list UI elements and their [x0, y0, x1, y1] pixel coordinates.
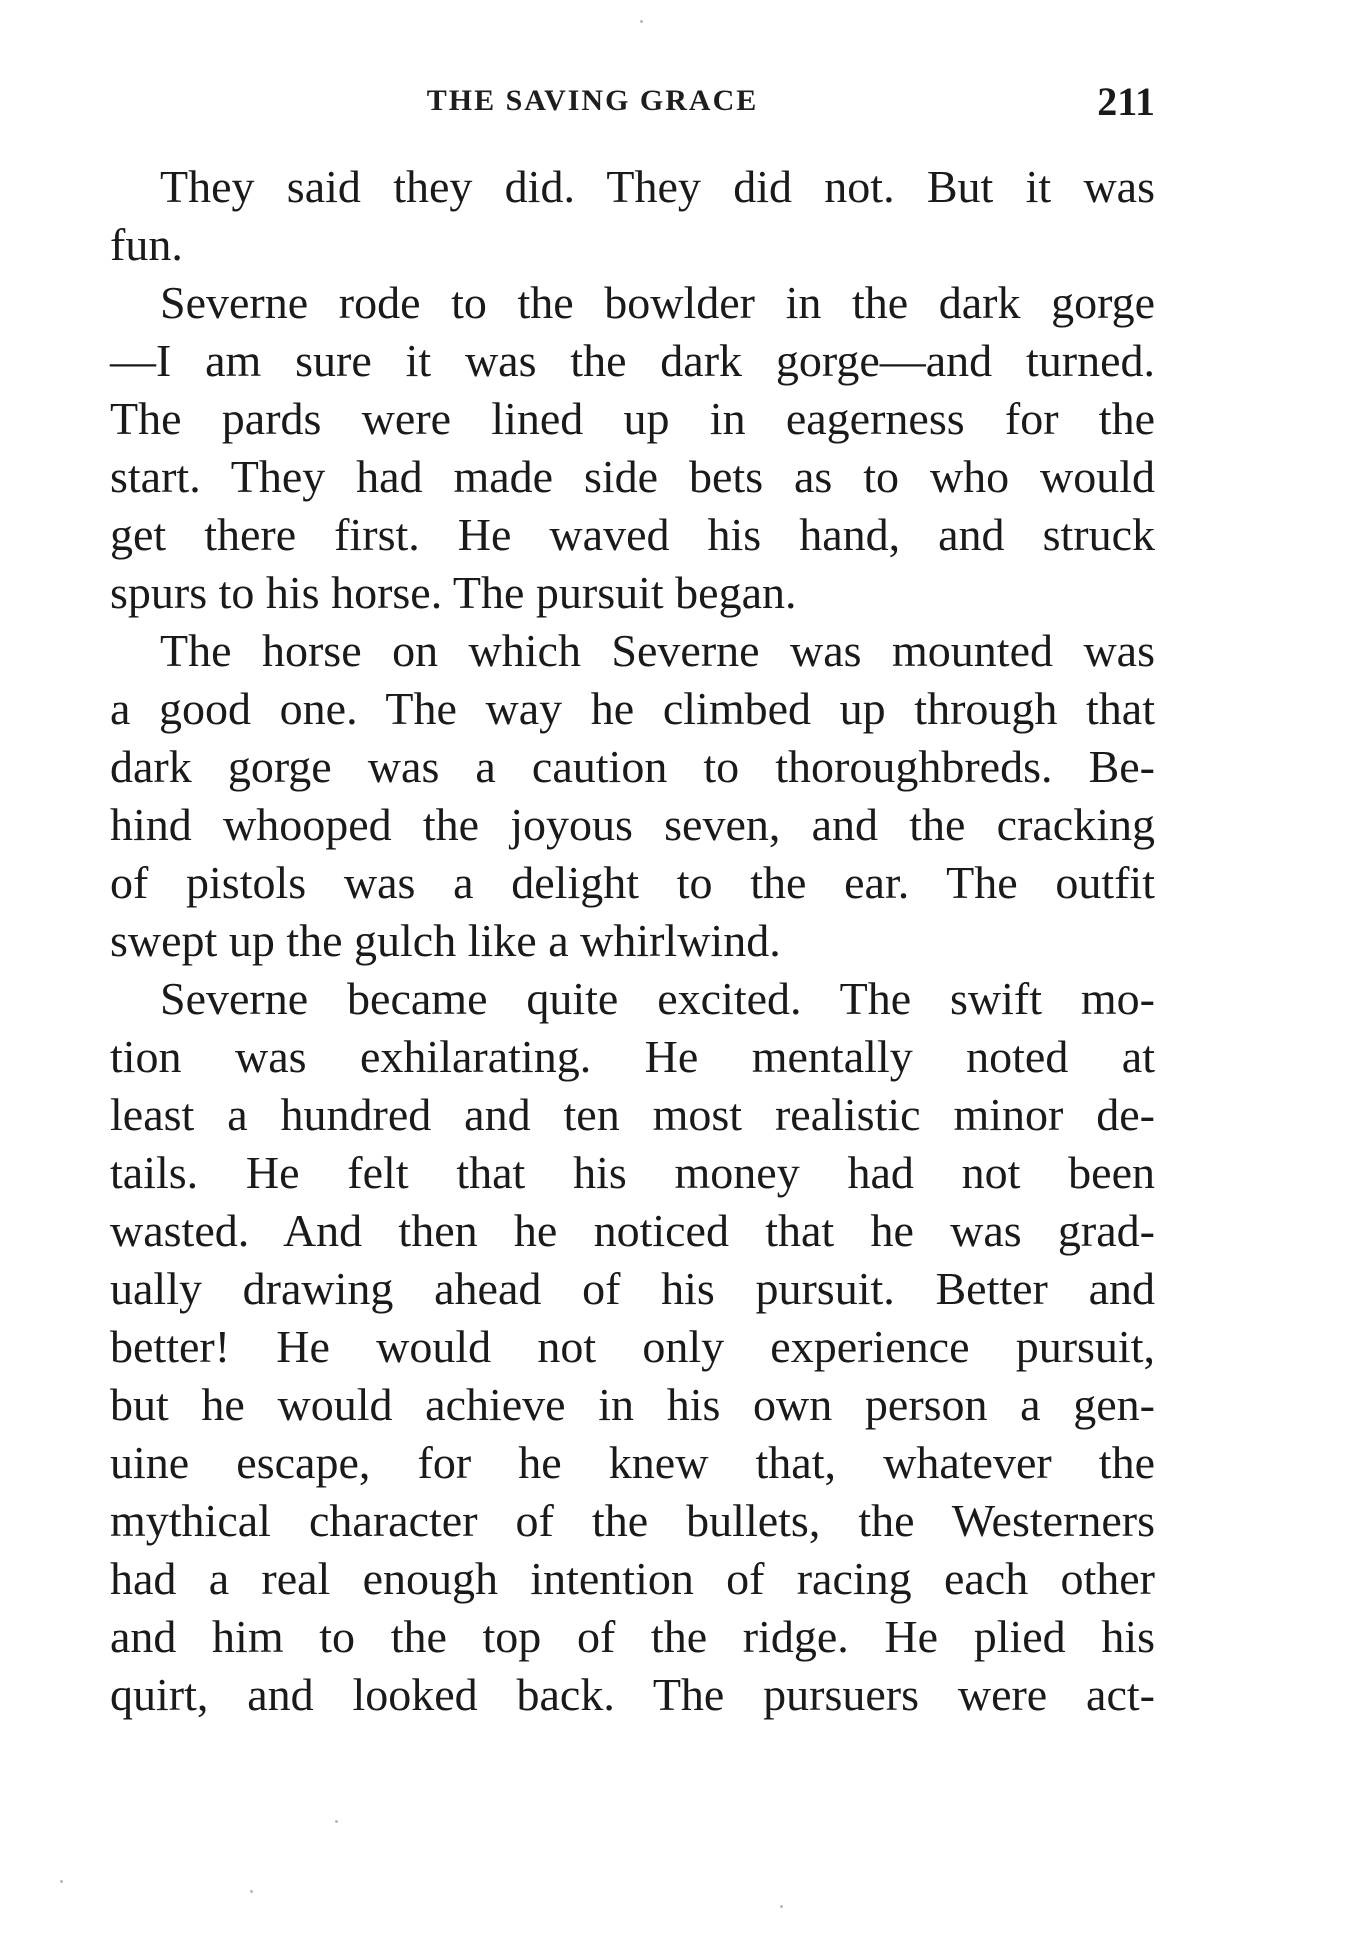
text-line: uine escape, for he knew that, whatever the — [110, 1437, 1155, 1488]
text-line: The pards were lined up in eagerness for the — [110, 393, 1155, 444]
text-line: start. They had made side bets as to who would — [110, 451, 1155, 502]
text-line: quirt, and looked back. The pursuers were act- — [110, 1669, 1155, 1720]
text-line: fun. — [110, 219, 183, 270]
text-line: tion was exhilarating. He mentally noted at — [110, 1031, 1155, 1082]
text-line: The horse on which Severne was mounted was — [160, 625, 1155, 676]
text-line: had a real enough intention of racing each other — [110, 1553, 1155, 1604]
running-head — [110, 78, 1155, 128]
paper-speck — [60, 1880, 63, 1883]
text-line: tails. He felt that his money had not been — [110, 1147, 1155, 1198]
text-line: but he would achieve in his own person a gen- — [110, 1379, 1155, 1430]
text-line: get there first. He waved his hand, and struck — [110, 509, 1155, 560]
text-line: Severne became quite excited. The swift mo- — [160, 973, 1155, 1024]
text-line: hind whooped the joyous seven, and the cracking — [110, 799, 1155, 850]
paper-speck — [250, 1890, 253, 1893]
text-line: dark gorge was a caution to thoroughbreds. Be- — [110, 741, 1155, 792]
text-line: —I am sure it was the dark gorge—and turned. — [110, 335, 1155, 386]
text-line: wasted. And then he noticed that he was grad- — [110, 1205, 1155, 1256]
text-line: a good one. The way he climbed up through that — [110, 683, 1155, 734]
text-line: and him to the top of the ridge. He plied his — [110, 1611, 1155, 1662]
text-line: spurs to his horse. The pursuit began. — [110, 567, 797, 618]
text-line: mythical character of the bullets, the Westerners — [110, 1495, 1155, 1546]
running-title: THE SAVING GRACE — [426, 84, 759, 117]
paper-speck — [335, 1820, 338, 1823]
body-text — [110, 158, 1155, 1724]
text-line: swept up the gulch like a whirlwind. — [110, 915, 781, 966]
page-number: 211 — [1097, 79, 1155, 124]
text-line: Severne rode to the bowlder in the dark gorge — [160, 277, 1155, 328]
text-line: They said they did. They did not. But it was — [160, 161, 1155, 212]
text-line: ually drawing ahead of his pursuit. Better and — [110, 1263, 1155, 1314]
text-line: better! He would not only experience pursuit, — [110, 1321, 1155, 1372]
text-line: least a hundred and ten most realistic minor de- — [110, 1089, 1155, 1140]
text-line: of pistols was a delight to the ear. The outfit — [110, 857, 1155, 908]
paper-speck — [640, 20, 643, 23]
paper-speck — [780, 1905, 783, 1908]
